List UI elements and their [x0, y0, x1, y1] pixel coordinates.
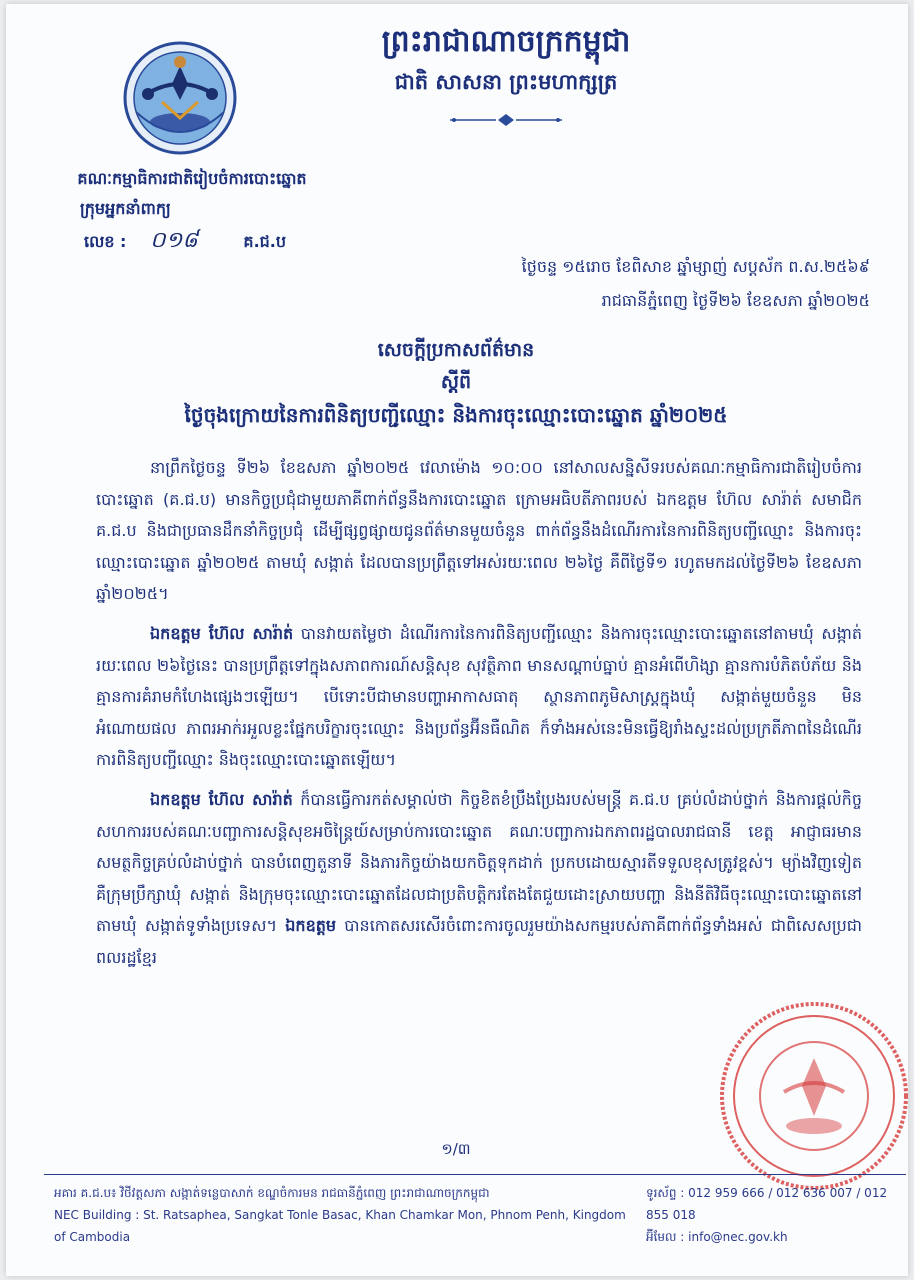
paragraph-3-lead-2: ឯកឧត្តម	[285, 916, 337, 936]
official-stamp-icon	[714, 996, 914, 1196]
address-khmer: អគារ គ.ជ.ប៖ វិថីវត្តសភា សង្កាត់ទន្លេបាសាក់ ខណ្ឌចំការមន រាជធានីភ្នំពេញ ព្រះរាជាណាចក្រកម្ពុជា	[54, 1186, 490, 1200]
paragraph-3-text: ក៏បានធ្វើការកត់សម្គាល់ថា កិច្ចខិតខំប្រឹងប្រែងរបស់មន្ត្រី គ.ជ.ប គ្រប់លំដាប់ថ្នាក់ និងការផ្តល់កិច្ចសហការរបស់គណៈបញ្ជាការសន្តិសុខអចិន្ត្រៃយ៍សម្រាប់ការបោះឆ្នោត គណៈបញ្ជាការឯកភាពរដ្ឋបាលរាជធានី ខេត្ត អាជ្ញាធរមានសមត្ថកិច្ចគ្រប់លំដាប់ថ្នាក់ បានបំពេញតួនាទី និងភារកិច្ចយ៉ាងយកចិត្តទុកដាក់ ប្រកបដោយស្មារតីទទួលខុសត្រូវខ្ពស់។ ម្យ៉ាងវិញទៀត គឺក្រុមប្រឹក្សាឃុំ សង្កាត់ និងក្រុមចុះឈ្មោះបោះឆ្នោតដែលជាប្រតិបត្តិករតែងតែជួយដោះស្រាយបញ្ហា និងនីតិវិធីចុះឈ្មោះបោះឆ្នោតនៅតាមឃុំ សង្កាត់ទូទាំងប្រទេស។	[96, 789, 862, 936]
email-line	[646, 1226, 908, 1248]
announcement-title	[66, 334, 846, 432]
title-line-1: សេចក្តីប្រកាសព័ត៌មាន	[377, 339, 535, 361]
paragraph-2-text: បានវាយតម្លៃថា ដំណើរការនៃការពិនិត្យបញ្ជីឈ្មោះ និងការចុះឈ្មោះបោះឆ្នោតនៅតាមឃុំ សង្កាត់ រយៈពេល ២៦ថ្ងៃនេះ បានប្រព្រឹត្តទៅក្នុងសភាពការណ៍សន្តិសុខ សុវត្ថិភាព មានសណ្តាប់ធ្នាប់ គ្មានអំពើហិង្សា គ្មានការបំភិតបំភ័យ និងគ្មានការគំរាមកំហែងផ្សេងៗឡើយ។ បើទោះបីជាមានបញ្ហាអាកាសធាតុ ស្ថានភាពភូមិសាស្ត្រក្នុងឃុំ សង្កាត់មួយចំនួន មិនអំណោយផល ភាពរអាក់រអួលខ្លះផ្នែកបរិក្ខារចុះឈ្មោះ និងប្រព័ន្ធអ៊ីនធឺណិត ក៏ទាំងអស់នេះមិនធ្វើឱ្យរាំងស្ទះដល់ប្រក្រតីភាពនៃដំណើរការពិនិត្យបញ្ជីឈ្មោះ និងចុះឈ្មោះបោះឆ្នោតឡើយ។	[96, 623, 863, 770]
issuing-agency	[42, 164, 342, 224]
paragraph-3-lead: ឯកឧត្តម ហ៊ែល សារ៉ាត់	[150, 789, 293, 809]
agency-name: គណៈកម្មាធិការជាតិរៀបចំការបោះឆ្នោត	[77, 169, 307, 188]
ref-number: ០១៨	[150, 228, 198, 253]
ref-label: លេខ :	[84, 232, 127, 251]
kingdom-name: ព្រះរាជាណាចក្រកម្ពុជា	[381, 24, 631, 59]
national-motto: ជាតិ សាសនា ព្រះមហាក្សត្រ	[394, 70, 618, 94]
footer-address	[54, 1182, 634, 1248]
ornament-divider-icon	[446, 112, 566, 128]
announcement-body	[96, 452, 862, 982]
paragraph-2	[96, 618, 862, 776]
title-line-2: ស្តីពី	[440, 371, 472, 393]
nec-emblem-icon	[122, 40, 238, 156]
solar-date: រាជធានីភ្នំពេញ ថ្ងៃទី២៦ ខែឧសភា ឆ្នាំ២០២៥	[601, 291, 870, 310]
paragraph-2-lead: ឯកឧត្តម ហ៊ែល សារ៉ាត់	[150, 623, 294, 643]
phone-label: ទូរស័ព្ទ :	[646, 1186, 685, 1200]
page-number: ១/៣	[441, 1140, 471, 1158]
reference-line	[84, 226, 286, 258]
date-block	[410, 250, 870, 318]
title-line-3: ថ្ងៃចុងក្រោយនៃការពិនិត្យបញ្ជីឈ្មោះ និងការចុះឈ្មោះបោះឆ្នោត ឆ្នាំ២០២៥	[184, 403, 728, 427]
lunar-date: ថ្ងៃចន្ទ ១៥រោច ខែពិសាខ ឆ្នាំម្សាញ់ សប្តស័ក ព.ស.២៥៦៩	[521, 257, 870, 276]
footer-contacts	[646, 1182, 908, 1248]
email-address: info@nec.gov.kh	[688, 1230, 788, 1244]
address-english: NEC Building : St. Ratsaphea, Sangkat Tonle Basac, Khan Chamkar Mon, Phnom Penh, Kingdom of Cambodia	[54, 1208, 626, 1244]
ref-code: គ.ជ.ប	[243, 232, 287, 251]
phone-numbers: 012 959 666 / 012 636 007 / 012 855 018	[646, 1186, 888, 1222]
paragraph-3-end: បានកោតសរសើរចំពោះការចូលរួមយ៉ាងសកម្មរបស់ភាគីពាក់ព័ន្ធទាំងអស់ ជាពិសេសប្រជាពលរដ្ឋខ្មែរ	[96, 916, 863, 967]
kingdom-heading	[346, 20, 666, 100]
email-label: អ៊ីមែល :	[646, 1230, 685, 1244]
paragraph-1: នាព្រឹកថ្ងៃចន្ទ ទី២៦ ខែឧសភា ឆ្នាំ២០២៥ វេលាម៉ោង ១០:០០ នៅសាលសន្និសីទរបស់គណៈកម្មាធិការជាតិរៀបចំការបោះឆ្នោត (គ.ជ.ប) មានកិច្ចប្រជុំជាមួយភាគីពាក់ព័ន្ធនឹងការបោះឆ្នោត ក្រោមអធិបតីភាពរបស់ ឯកឧត្តម ហ៊ែល សារ៉ាត់ សមាជិក គ.ជ.ប និងជាប្រធានដឹកនាំកិច្ចប្រជុំ ដើម្បីផ្សព្វផ្សាយជូនព័ត៌មានមួយចំនួន ពាក់ព័ន្ធនឹងដំណើរការនៃការពិនិត្យបញ្ជីឈ្មោះ និងការចុះឈ្មោះបោះឆ្នោត ឆ្នាំ២០២៥ តាមឃុំ សង្កាត់ ដែលបានប្រព្រឹត្តទៅអស់រយៈពេល ២៦ថ្ងៃ គឺពីថ្ងៃទី១ រហូតមកដល់ថ្ងៃទី២៦ ខែឧសភា ឆ្នាំ២០២៥។	[96, 458, 862, 604]
document-page	[6, 4, 908, 1276]
footer-divider	[44, 1174, 906, 1175]
phone-line	[646, 1182, 908, 1226]
paragraph-3	[96, 784, 862, 974]
agency-unit: ក្រុមអ្នកនាំពាក្យ	[80, 199, 171, 218]
